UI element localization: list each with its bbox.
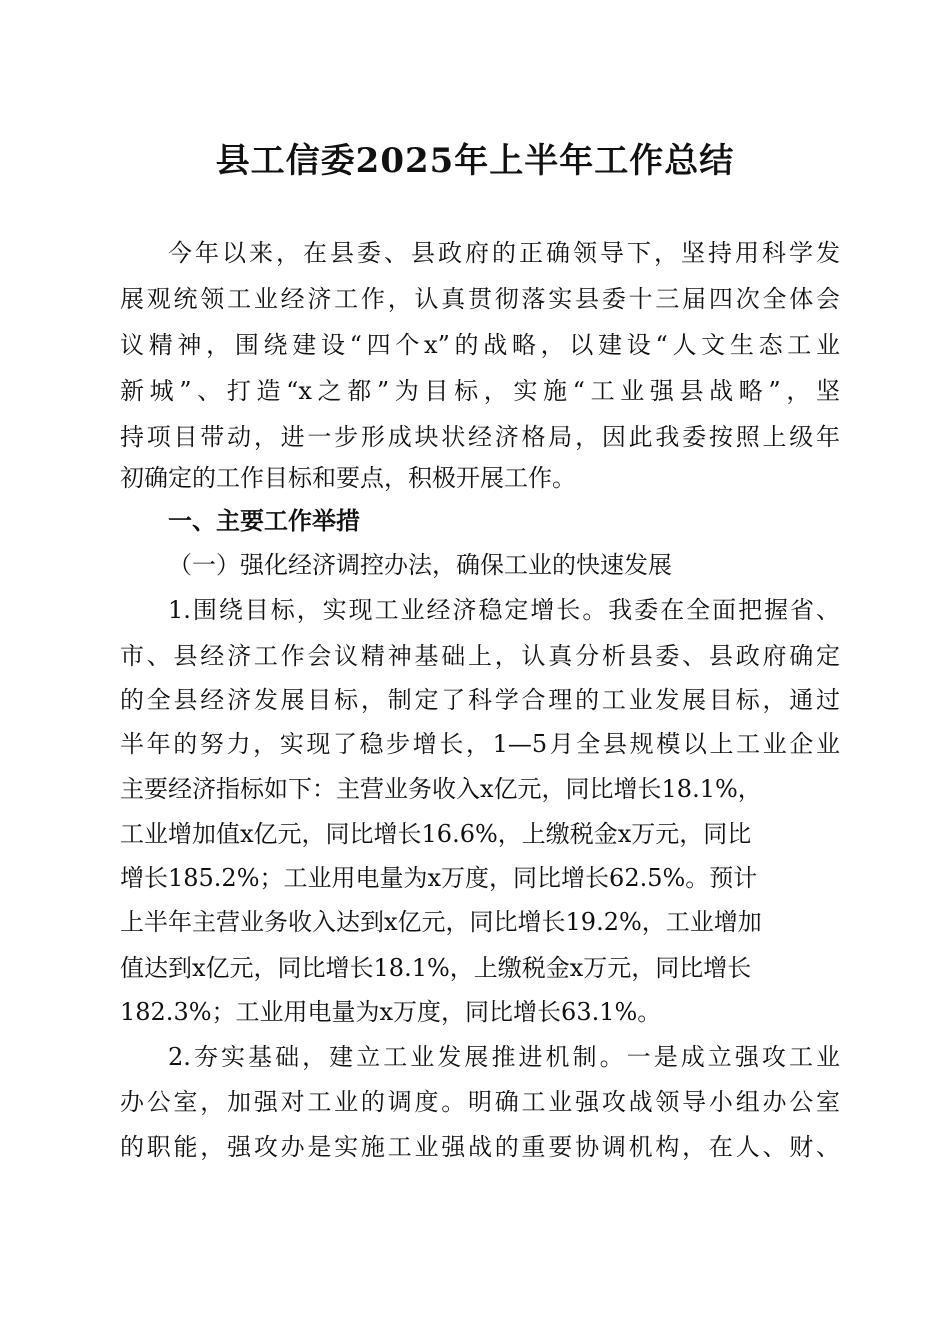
paragraph-line: 2.夯实基础，建立工业发展推进机制。一是成立强攻工业 [168,1043,840,1071]
paragraph-line: 办公室，加强对工业的调度。明确工业强攻战领导小组办公室 [120,1088,840,1116]
paragraph-line: 的全县经济发展目标，制定了科学合理的工业发展目标，通过 [120,686,840,714]
paragraph-line: 182.3%；工业用电量为x万度，同比增长63.1%。 [120,998,662,1026]
intro-line: 今年以来，在县委、县政府的正确领导下，坚持用科学发 [168,239,840,267]
paragraph-line: 上半年主营业务收入达到x亿元，同比增长19.2%，工业增加 [120,908,762,936]
intro-line: 持项目带动，进一步形成块状经济格局，因此我委按照上级年 [120,423,840,451]
subsection-heading: （一）强化经济调控办法，确保工业的快速发展 [168,551,672,579]
paragraph-line: 主要经济指标如下：主营业务收入x亿元，同比增长18.1%， [120,775,762,803]
paragraph-line: 值达到x亿元，同比增长18.1%，上缴税金x万元，同比增长 [120,954,752,982]
paragraph-line: 增长185.2%；工业用电量为x万度，同比增长62.5%。预计 [120,864,758,892]
paragraph-line: 工业增加值x亿元，同比增长16.6%，上缴税金x万元，同比 [120,820,752,848]
intro-line: 议精神，围绕建设“四个x”的战略，以建设“人文生态工业 [120,331,840,359]
intro-line: 初确定的工作目标和要点，积极开展工作。 [120,464,576,492]
section-heading: 一、主要工作举措 [168,507,360,535]
paragraph-line: 的职能，强攻办是实施工业强战的重要协调机构，在人、财、 [120,1133,840,1161]
intro-line: 新城”、打造“x之都”为目标，实施“工业强县战略”，坚 [120,377,840,405]
document-title: 县工信委2025年上半年工作总结 [215,141,735,181]
paragraph-line: 1.围绕目标，实现工业经济稳定增长。我委在全面把握省、 [168,596,840,624]
intro-line: 展观统领工业经济工作，认真贯彻落实县委十三届四次全体会 [120,285,840,313]
paragraph-line: 市、县经济工作会议精神基础上，认真分析县委、县政府确定 [120,642,840,670]
paragraph-line: 半年的努力，实现了稳步增长，1—5月全县规模以上工业企业 [120,730,840,758]
